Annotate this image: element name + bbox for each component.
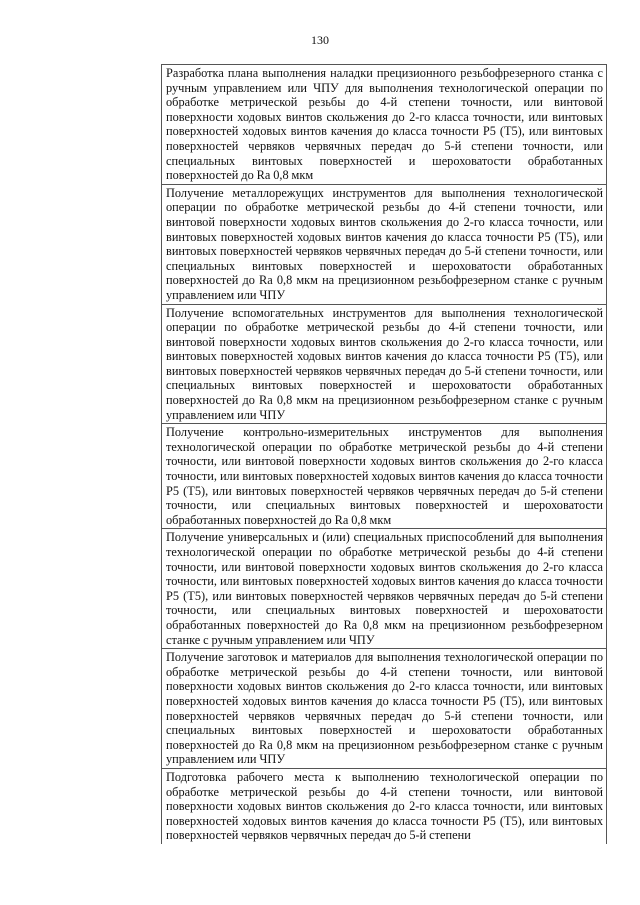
table-row: Получение металлорежущих инструментов для выполнения технологической операции по обработке метрической резьбы до 4-й степени точности, или винтовой поверхности ходовых винтов скольжения до 2-го класса точности, или винтовых поверхностей ходовых винтов качения до класса точности P5 (T5), или винтовых поверхностей червяков червячных передач до 5-й степени точности, или специальных винтовых поверхностей и шероховатости обработанных поверхностей до Ra 0,8 мкм на прецизионном резьбофрезерном станке с ручным управлением или ЧПУ xyxy=(162,185,606,305)
table-row: Получение контрольно-измерительных инструментов для выполнения технологической операции по обработке метрической резьбы до 4-й степени точности, или винтовой поверхности ходовых винтов скольжения до 2-го класса точности, или винтовых поверхностей ходовых винтов качения до класса точности P5 (T5), или винтовых поверхностей червяков червячных передач до 5-й степени точности, или специальных винтовых поверхностей и шероховатости обработанных поверхностей до Ra 0,8 мкм xyxy=(162,424,606,529)
table-row: Разработка плана выполнения наладки прецизионного резьбофрезерного станка с ручным управлением или ЧПУ для выполнения технологической операции по обработке метрической резьбы до 4-й степени точности, или винтовой поверхности ходовых винтов скольжения до 2-го класса точности, или винтовых поверхностей ходовых винтов качения до класса точности P5 (T5), или винтовых поверхностей червяков червячных передач до 5-й степени точности, или специальных винтовых поверхностей и шероховатости обработанных поверхностей до Ra 0,8 мкм xyxy=(162,65,606,185)
page-number: 130 xyxy=(311,33,329,47)
table-row: Получение вспомогательных инструментов для выполнения технологической операции по обработке метрической резьбы до 4-й степени точности, или винтовой поверхности ходовых винтов скольжения до 2-го класса точности, или винтовых поверхностей ходовых винтов качения до класса точности P5 (T5), или винтовых поверхностей червяков червячных передач до 5-й степени точности, или специальных винтовых поверхностей и шероховатости обработанных поверхностей до Ra 0,8 мкм на прецизионном резьбофрезерном станке с ручным управлением или ЧПУ xyxy=(162,305,606,425)
labor-actions-table xyxy=(161,64,607,844)
table-row: Подготовка рабочего места к выполнению технологической операции по обработке метрической резьбы до 4-й степени точности, или винтовой поверхности ходовых винтов скольжения до 2-го класса точности, или винтовых поверхностей ходовых винтов качения до класса точности P5 (T5), или винтовых поверхностей червяков червячных передач до 5-й степени xyxy=(166,769,603,843)
table-row: Получение универсальных и (или) специальных приспособлений для выполнения технологической операции по обработке метрической резьбы до 4-й степени точности, или винтовой поверхности ходовых винтов скольжения до 2-го класса точности, или винтовых поверхностей ходовых винтов качения до класса точности P5 (T5), или винтовых поверхностей червяков червячных передач до 5-й степени точности, или специальных винтовых поверхностей и шероховатости обработанных поверхностей до Ra 0,8 мкм на прецизионном резьбофрезерном станке с ручным управлением или ЧПУ xyxy=(162,529,606,649)
table-row: Получение заготовок и материалов для выполнения технологической операции по обработке метрической резьбы до 4-й степени точности, или винтовой поверхности ходовых винтов скольжения до 2-го класса точности, или винтовых поверхностей ходовых винтов качения до класса точности P5 (T5), или винтовых поверхностей червяков червячных передач до 5-й степени точности, или специальных винтовых поверхностей и шероховатости обработанных поверхностей до Ra 0,8 мкм на прецизионном резьбофрезерном станке с ручным управлением или ЧПУ xyxy=(162,649,606,769)
